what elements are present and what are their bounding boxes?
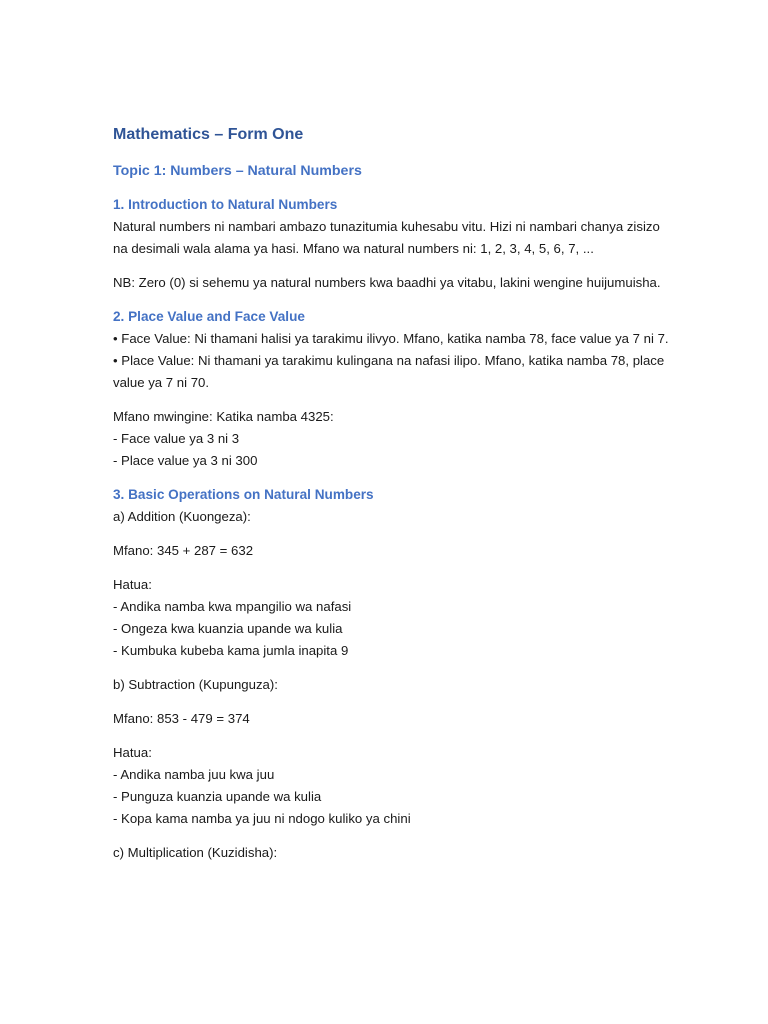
subtraction-steps (113, 742, 673, 830)
document-content (113, 124, 673, 876)
face-value-bullet: • Face Value: Ni thamani halisi ya tarakimu ilivyo. Mfano, katika namba 78, face value ya 7 ni 7. (113, 331, 669, 346)
subtraction-steps-label: Hatua: (113, 745, 152, 760)
introduction-paragraph: Natural numbers ni nambari ambazo tunazitumia kuhesabu vitu. Hizi ni nambari chanya zisizo na desimali wala alama ya hasi. Mfano wa natural numbers ni: 1, 2, 3, 4, 5, 6, 7, ... (113, 219, 660, 256)
addition-example: Mfano: 345 + 287 = 632 (113, 543, 254, 558)
addition-step: - Andika namba kwa mpangilio wa nafasi (113, 599, 352, 614)
addition-steps (113, 574, 673, 662)
subtraction-label: b) Subtraction (Kupunguza): (113, 677, 278, 692)
section-heading-operations: 3. Basic Operations on Natural Numbers (113, 487, 374, 502)
section-heading-introduction: 1. Introduction to Natural Numbers (113, 197, 338, 212)
place-value-bullet: • Place Value: Ni thamani ya tarakimu kulingana na nafasi ilipo. Mfano, katika namba 78, place value ya 7 ni 70. (113, 353, 665, 390)
subtraction-step: - Andika namba juu kwa juu (113, 767, 275, 782)
example-place-value: - Place value ya 3 ni 300 (113, 453, 258, 468)
addition-step: - Kumbuka kubeba kama jumla inapita 9 (113, 643, 349, 658)
document-title: Mathematics – Form One (113, 126, 304, 143)
value-definitions (113, 328, 673, 394)
addition-step: - Ongeza kwa kuanzia upande wa kulia (113, 621, 343, 636)
example-face-value: - Face value ya 3 ni 3 (113, 431, 240, 446)
zero-note-paragraph: NB: Zero (0) si sehemu ya natural numbers kwa baadhi ya vitabu, lakini wengine huijumuisha. (113, 275, 661, 290)
example-intro: Mfano mwingine: Katika namba 4325: (113, 409, 334, 424)
addition-steps-label: Hatua: (113, 577, 152, 592)
section-heading-place-value: 2. Place Value and Face Value (113, 309, 305, 324)
subtraction-example: Mfano: 853 - 479 = 374 (113, 711, 250, 726)
topic-heading: Topic 1: Numbers – Natural Numbers (113, 163, 362, 179)
addition-label: a) Addition (Kuongeza): (113, 509, 251, 524)
value-example (113, 406, 673, 472)
subtraction-step: - Punguza kuanzia upande wa kulia (113, 789, 322, 804)
subtraction-step: - Kopa kama namba ya juu ni ndogo kuliko ya chini (113, 811, 411, 826)
multiplication-label: c) Multiplication (Kuzidisha): (113, 845, 278, 860)
